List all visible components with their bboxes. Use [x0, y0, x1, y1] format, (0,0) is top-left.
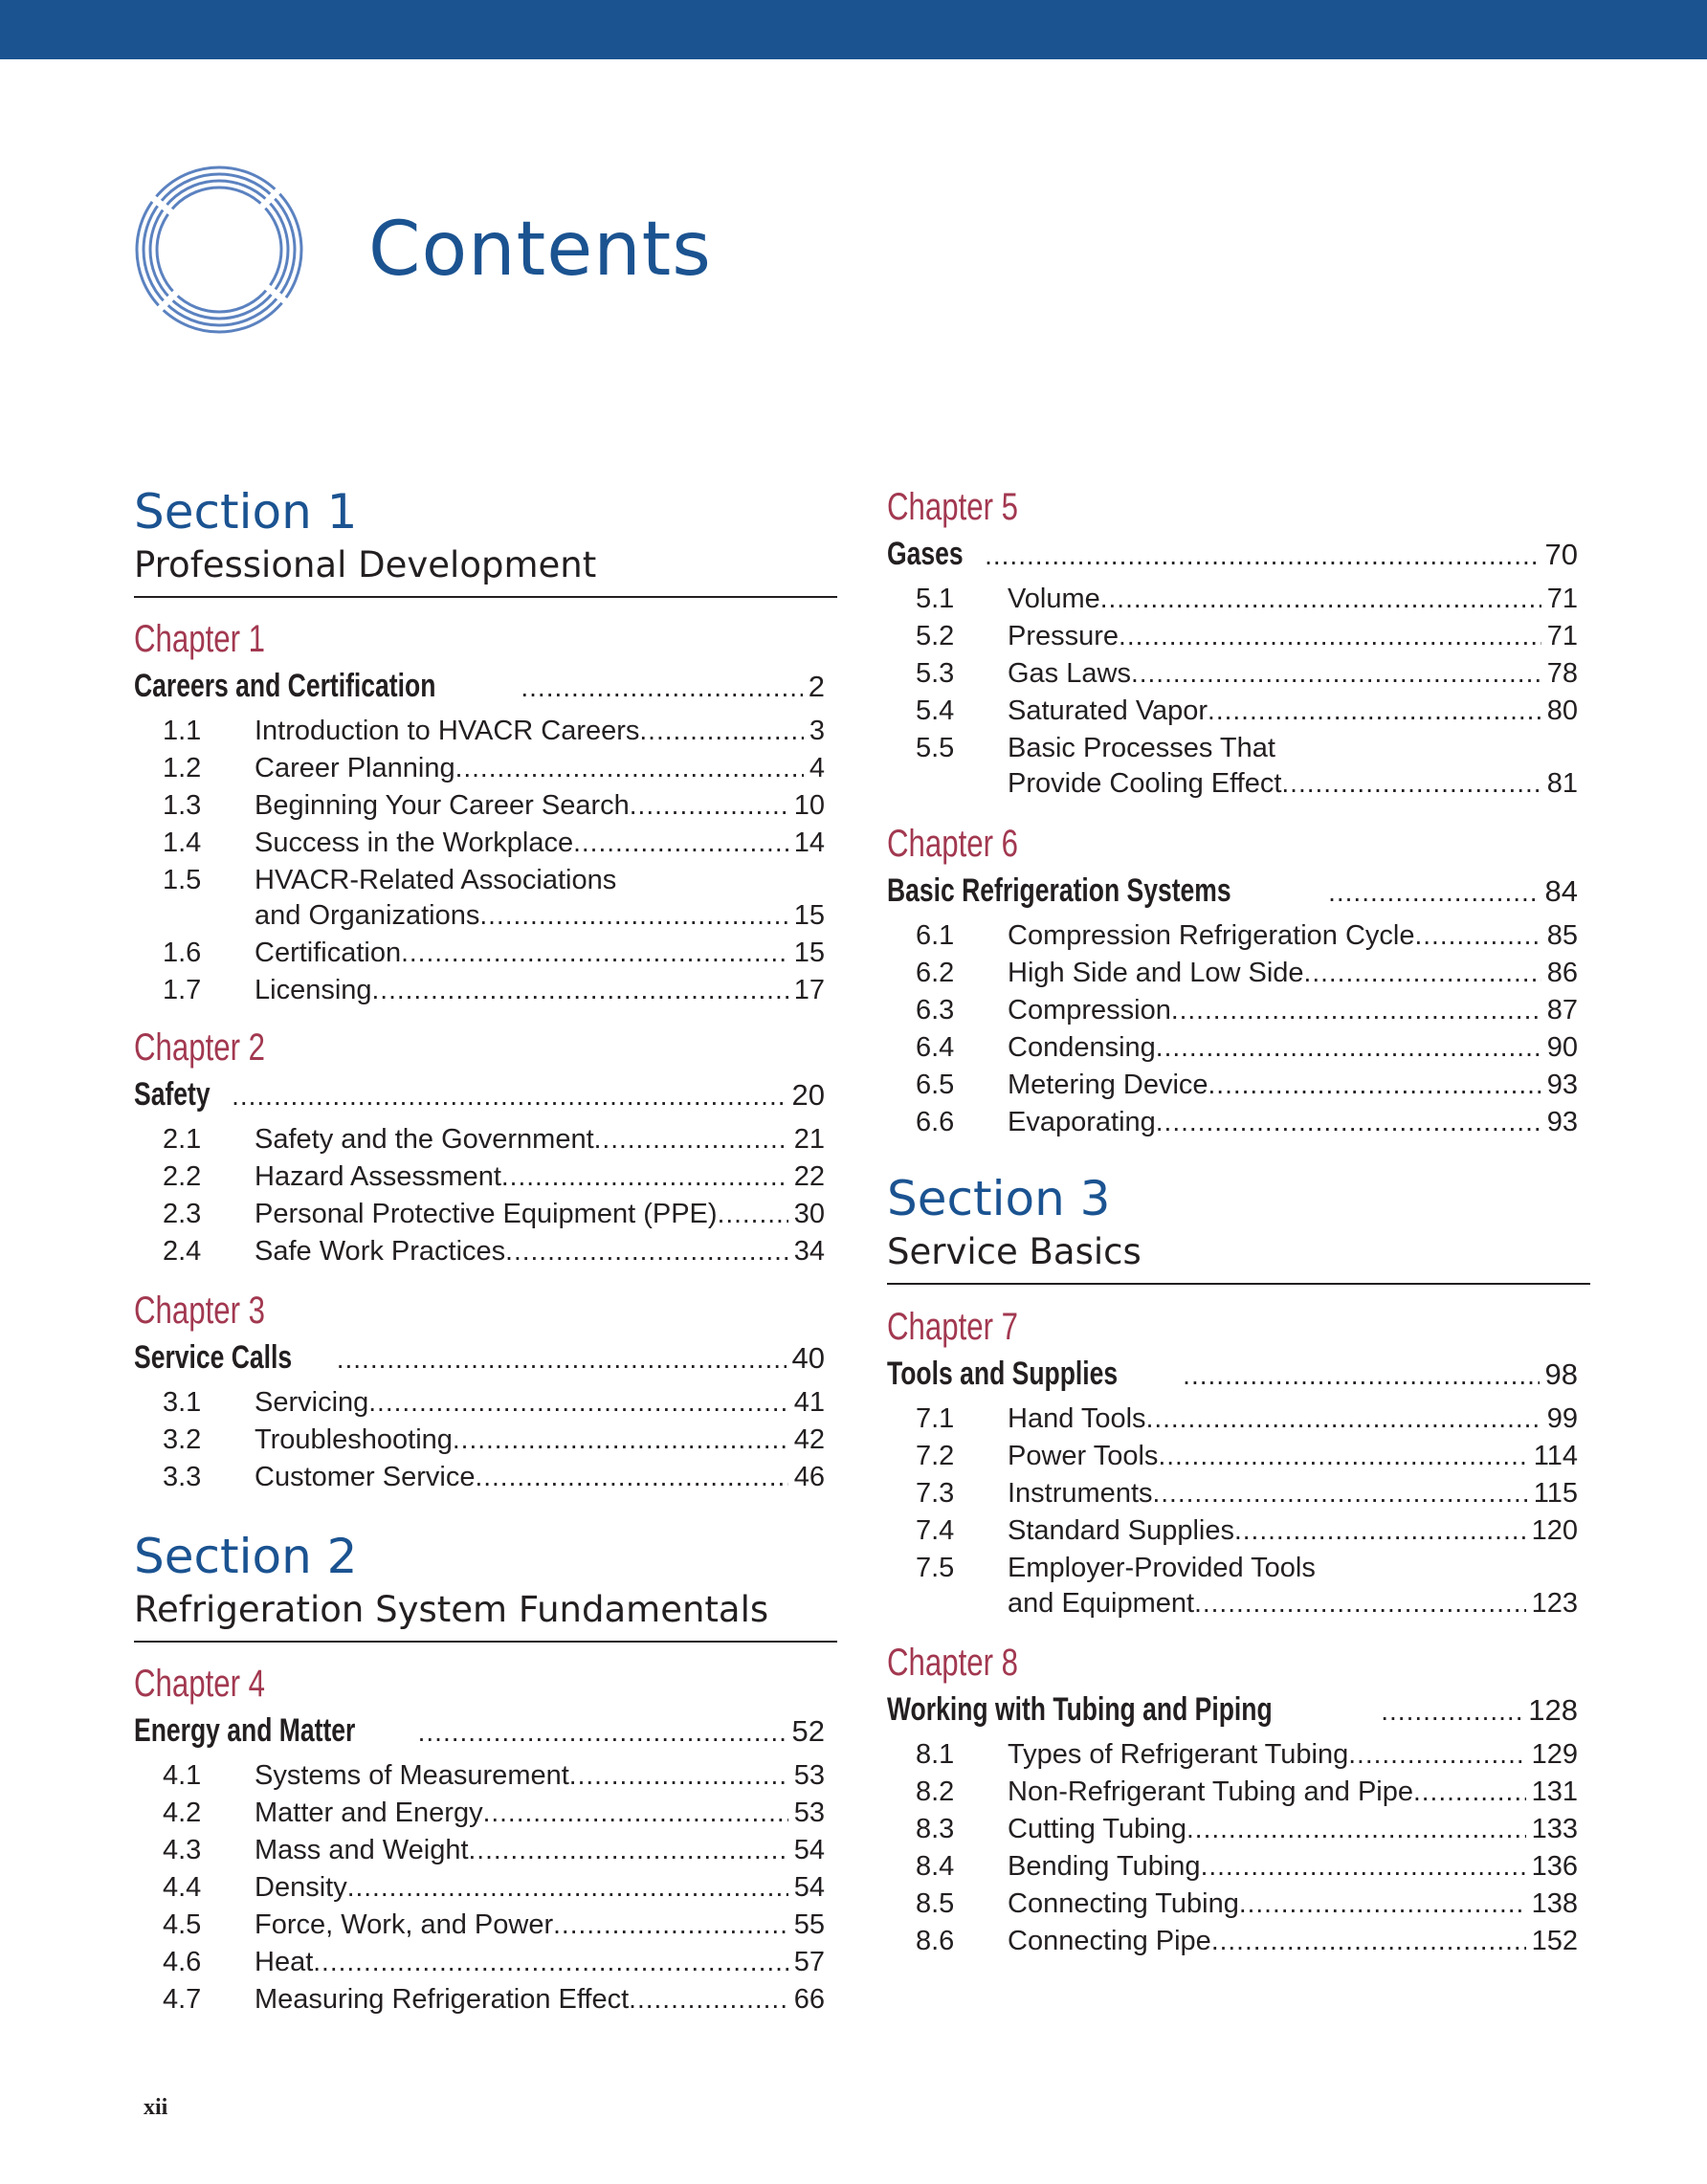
topic-title-continued: and Equipment: [1008, 1588, 1195, 1619]
dot-leader: [594, 1126, 788, 1153]
topic-entry[interactable]: [134, 716, 825, 753]
dot-leader: [501, 1163, 788, 1190]
chapter-label: Chapter 1: [134, 618, 266, 660]
chapter-title: Basic Refrigeration Systems: [887, 872, 1231, 909]
topic-entry[interactable]: [887, 1515, 1578, 1553]
topic-title: Mass and Weight: [255, 1835, 469, 1865]
dot-leader: [479, 902, 787, 929]
chapter-title: Careers and Certification: [134, 668, 436, 704]
section-divider: [887, 1283, 1590, 1285]
topic-number: 4.3: [163, 1835, 202, 1865]
topic-list: [134, 1124, 825, 1273]
topic-title: Beginning Your Career Search: [255, 790, 630, 821]
page-number: 131: [1531, 1776, 1578, 1807]
dot-leader: [505, 1238, 788, 1265]
topic-title: Metering Device: [1008, 1070, 1208, 1100]
topic-title: Systems of Measurement: [255, 1760, 569, 1791]
page-number: 115: [1533, 1478, 1578, 1509]
chapter-label: Chapter 4: [134, 1663, 266, 1705]
dot-leader: [1153, 1480, 1528, 1507]
dot-leader: [347, 1874, 788, 1901]
topic-title: Certification: [255, 938, 402, 968]
topic-number: 8.6: [916, 1926, 955, 1956]
topic-number: 3.2: [163, 1424, 202, 1455]
topic-title: Bending Tubing: [1008, 1851, 1201, 1882]
page-number: 15: [793, 938, 825, 968]
topic-title: Power Tools: [1008, 1441, 1159, 1471]
topic-entry[interactable]: [887, 733, 1578, 805]
dot-leader: [718, 1201, 788, 1227]
topic-line: [887, 733, 1578, 768]
chapter-title: Working with Tubing and Piping: [887, 1691, 1273, 1728]
dot-leader: [521, 674, 802, 701]
dot-leader: [1415, 922, 1541, 949]
topic-line: [134, 900, 825, 938]
page-number: 53: [793, 1798, 825, 1828]
topic-title: Hand Tools: [1008, 1403, 1146, 1434]
topic-number: 7.5: [916, 1553, 955, 1583]
topic-entry[interactable]: [134, 1236, 825, 1273]
topic-entry[interactable]: [887, 1888, 1578, 1926]
dot-leader: [401, 939, 788, 966]
topic-number: 1.1: [163, 716, 202, 746]
dot-leader: [1211, 1928, 1526, 1954]
section-2-heading: [134, 1529, 837, 1643]
page-number: 93: [1546, 1070, 1578, 1100]
topic-title: Compression: [1008, 995, 1171, 1026]
dot-leader: [1239, 1890, 1526, 1917]
dot-leader: [1146, 1405, 1541, 1432]
page-number: 90: [1546, 1032, 1578, 1063]
topic-entry[interactable]: [134, 1835, 825, 1872]
topic-entry[interactable]: [887, 1441, 1578, 1478]
topic-number: 7.1: [916, 1403, 955, 1434]
topic-entry[interactable]: [887, 1776, 1578, 1814]
topic-line: [887, 1553, 1578, 1588]
topic-entry[interactable]: [887, 920, 1578, 958]
topic-entry[interactable]: [134, 1199, 825, 1236]
dot-leader: [418, 1719, 787, 1746]
page-number: 85: [1546, 920, 1578, 951]
chapter-title: Energy and Matter: [134, 1712, 356, 1749]
dot-leader: [1156, 1109, 1541, 1136]
topic-entry[interactable]: [134, 1984, 825, 2021]
topic-number: 5.3: [916, 658, 955, 689]
page-folio: xii: [144, 2095, 168, 2120]
page-number: 54: [793, 1872, 825, 1903]
topic-title: Licensing: [255, 975, 372, 1005]
topic-title: Heat: [255, 1947, 314, 1977]
topic-entry[interactable]: [134, 865, 825, 938]
topic-entry[interactable]: [887, 995, 1578, 1032]
chapter-4: [134, 1665, 825, 2021]
topic-number: 5.5: [916, 733, 955, 763]
top-color-bar: [0, 0, 1707, 59]
topic-number: 1.2: [163, 753, 202, 783]
dot-leader: [1186, 1816, 1526, 1842]
chapter-3: [134, 1291, 825, 1499]
dot-leader: [630, 792, 788, 819]
topic-list: [887, 1739, 1578, 1963]
topic-entry[interactable]: [887, 958, 1578, 995]
dot-leader: [1234, 1517, 1526, 1544]
page-number: 42: [793, 1424, 825, 1455]
page-number: 129: [1531, 1739, 1578, 1770]
chapter-8: [887, 1644, 1578, 1963]
topic-list: [134, 716, 825, 1012]
topic-entry[interactable]: [134, 1909, 825, 1947]
section-title: Refrigeration System Fundamentals: [134, 1589, 769, 1630]
page-number: 93: [1546, 1107, 1578, 1137]
page-title: Contents: [368, 207, 712, 293]
dot-leader: [372, 977, 788, 1004]
dot-leader: [1281, 770, 1541, 797]
page-number: 2: [808, 670, 825, 703]
topic-number: 6.3: [916, 995, 955, 1026]
page-number: 55: [793, 1909, 825, 1940]
page-number: 120: [1531, 1515, 1578, 1546]
chapter-label: Chapter 3: [134, 1290, 266, 1332]
dot-leader: [455, 755, 804, 782]
topic-title: Standard Supplies: [1008, 1515, 1234, 1546]
dot-leader: [985, 542, 1539, 569]
dot-leader: [1183, 1362, 1539, 1389]
section-number: Section 3: [887, 1171, 1111, 1226]
page-number: 46: [793, 1462, 825, 1492]
section-divider: [134, 596, 837, 598]
topic-list: [134, 1760, 825, 2021]
chapter-label: Chapter 8: [887, 1642, 1019, 1684]
topic-entry[interactable]: [134, 938, 825, 975]
section-title: Professional Development: [134, 544, 597, 585]
topic-number: 8.5: [916, 1888, 955, 1919]
topic-entry[interactable]: [134, 1161, 825, 1199]
topic-title: Non-Refrigerant Tubing and Pipe: [1008, 1776, 1413, 1807]
topic-title: Force, Work, and Power: [255, 1909, 554, 1940]
topic-line: [134, 865, 825, 900]
page-number: 34: [793, 1236, 825, 1267]
topic-entry[interactable]: [134, 1947, 825, 1984]
topic-number: 1.5: [163, 865, 202, 895]
page-number: 84: [1544, 874, 1578, 908]
page-number: 30: [793, 1199, 825, 1229]
topic-entry[interactable]: [887, 1032, 1578, 1070]
dot-leader: [573, 829, 788, 856]
chapter-5: [887, 488, 1578, 805]
dot-leader: [1304, 960, 1541, 986]
page-number: 66: [793, 1984, 825, 2015]
page-number: 54: [793, 1835, 825, 1865]
topic-entry[interactable]: [134, 975, 825, 1012]
topic-number: 8.1: [916, 1739, 955, 1770]
section-1-heading: [134, 484, 837, 598]
topic-title: Types of Refrigerant Tubing: [1008, 1739, 1349, 1770]
topic-number: 1.7: [163, 975, 202, 1005]
topic-title: Hazard Assessment: [255, 1161, 501, 1192]
topic-list: [134, 1387, 825, 1499]
topic-number: 1.6: [163, 938, 202, 968]
dot-leader: [1208, 1071, 1541, 1098]
chapter-label: Chapter 6: [887, 823, 1019, 865]
section-number: Section 1: [134, 484, 358, 540]
page-number: 22: [793, 1161, 825, 1192]
topic-entry[interactable]: [134, 1872, 825, 1909]
topic-title: Instruments: [1008, 1478, 1153, 1509]
topic-title: HVACR-Related Associations: [255, 865, 617, 895]
section-3-heading: [887, 1171, 1590, 1285]
topic-number: 6.1: [916, 920, 955, 951]
dot-leader: [1413, 1778, 1526, 1805]
page-number: 70: [1544, 538, 1578, 571]
topic-title: Volume: [1008, 584, 1100, 614]
topic-entry[interactable]: [887, 1814, 1578, 1851]
topic-number: 4.2: [163, 1798, 202, 1828]
topic-entry[interactable]: [134, 827, 825, 865]
topic-title: Pressure: [1008, 621, 1120, 651]
topic-number: 2.1: [163, 1124, 202, 1155]
topic-number: 1.4: [163, 827, 202, 858]
topic-title: Cutting Tubing: [1008, 1814, 1187, 1844]
topic-title: Employer-Provided Tools: [1008, 1553, 1316, 1583]
chapter-title: Gases: [887, 536, 964, 572]
section-number: Section 2: [134, 1529, 358, 1584]
topic-number: 2.3: [163, 1199, 202, 1229]
page-number: 152: [1531, 1926, 1578, 1956]
dot-leader: [337, 1346, 787, 1373]
dot-leader: [1381, 1698, 1522, 1725]
topic-title-continued: Provide Cooling Effect: [1008, 768, 1282, 799]
dot-leader: [1208, 697, 1541, 724]
chapter-7: [887, 1308, 1578, 1625]
topic-entry[interactable]: [887, 1739, 1578, 1776]
topic-number: 6.5: [916, 1070, 955, 1100]
page-number: 53: [793, 1760, 825, 1791]
page-number: 114: [1533, 1441, 1578, 1471]
page-number: 15: [793, 900, 825, 931]
chapter-entry[interactable]: [134, 1339, 825, 1383]
topic-entry[interactable]: [887, 695, 1578, 733]
dot-leader: [639, 717, 803, 744]
topic-number: 8.4: [916, 1851, 955, 1882]
topic-entry[interactable]: [887, 1403, 1578, 1441]
topic-number: 7.4: [916, 1515, 955, 1546]
topic-title: Safe Work Practices: [255, 1236, 506, 1267]
page-number: 136: [1531, 1851, 1578, 1882]
page-number: 3: [809, 716, 825, 746]
topic-number: 5.1: [916, 584, 955, 614]
chapter-entry[interactable]: [887, 872, 1578, 916]
dot-leader: [1328, 879, 1539, 906]
concentric-rings-icon: [132, 163, 306, 337]
dot-leader: [1158, 1443, 1527, 1469]
topic-entry[interactable]: [887, 1070, 1578, 1107]
topic-number: 6.2: [916, 958, 955, 988]
topic-number: 4.1: [163, 1760, 202, 1791]
topic-entry[interactable]: [134, 1760, 825, 1798]
topic-entry[interactable]: [134, 1387, 825, 1424]
page-number: 4: [809, 753, 825, 783]
page-number: 98: [1544, 1357, 1578, 1391]
chapter-1: [134, 620, 825, 1012]
dot-leader: [368, 1389, 787, 1416]
topic-entry[interactable]: [134, 1798, 825, 1835]
chapter-entry[interactable]: [887, 536, 1578, 580]
dot-leader: [232, 1083, 786, 1110]
page-number: 52: [791, 1714, 825, 1748]
topic-title: Troubleshooting: [255, 1424, 453, 1455]
topic-entry[interactable]: [134, 790, 825, 827]
chapter-entry[interactable]: [134, 668, 825, 712]
dot-leader: [483, 1799, 788, 1826]
topic-title: Connecting Pipe: [1008, 1926, 1211, 1956]
topic-number: 5.4: [916, 695, 955, 726]
chapter-title: Safety: [134, 1076, 211, 1113]
topic-number: 2.4: [163, 1236, 202, 1267]
topic-title: Saturated Vapor: [1008, 695, 1208, 726]
topic-entry[interactable]: [134, 1424, 825, 1462]
dot-leader: [1348, 1741, 1525, 1768]
dot-leader: [1100, 585, 1541, 612]
dot-leader: [1156, 1034, 1541, 1061]
topic-number: 4.4: [163, 1872, 202, 1903]
topic-number: 7.2: [916, 1441, 955, 1471]
chapter-title: Service Calls: [134, 1339, 293, 1376]
topic-list: [887, 584, 1578, 805]
topic-title: High Side and Low Side: [1008, 958, 1304, 988]
topic-number: 4.5: [163, 1909, 202, 1940]
topic-entry[interactable]: [887, 1553, 1578, 1625]
topic-entry[interactable]: [887, 658, 1578, 695]
topic-entry[interactable]: [887, 1926, 1578, 1963]
topic-number: 8.2: [916, 1776, 955, 1807]
chapter-label: Chapter 7: [887, 1306, 1019, 1348]
topic-list: [887, 920, 1578, 1144]
topic-title: Connecting Tubing: [1008, 1888, 1239, 1919]
page-number: 87: [1546, 995, 1578, 1026]
section-title: Service Basics: [887, 1231, 1142, 1272]
topic-title: Career Planning: [255, 753, 455, 783]
dot-leader: [1131, 660, 1541, 687]
topic-number: 3.1: [163, 1387, 202, 1418]
page-number: 41: [793, 1387, 825, 1418]
topic-entry[interactable]: [887, 621, 1578, 658]
page-number: 10: [793, 790, 825, 821]
dot-leader: [313, 1949, 787, 1975]
topic-number: 3.3: [163, 1462, 202, 1492]
page-number: 40: [791, 1341, 825, 1375]
dot-leader: [1171, 997, 1541, 1024]
topic-number: 4.7: [163, 1984, 202, 2015]
topic-title: Compression Refrigeration Cycle: [1008, 920, 1415, 951]
page-number: 123: [1531, 1588, 1578, 1619]
chapter-entry[interactable]: [887, 1691, 1578, 1735]
dot-leader: [453, 1426, 788, 1453]
topic-number: 6.4: [916, 1032, 955, 1063]
chapter-entry[interactable]: [134, 1076, 825, 1120]
topic-entry[interactable]: [887, 1107, 1578, 1144]
section-divider: [134, 1641, 837, 1643]
chapter-entry[interactable]: [887, 1356, 1578, 1400]
topic-entry[interactable]: [887, 1478, 1578, 1515]
topic-entry[interactable]: [887, 584, 1578, 621]
topic-title: Gas Laws: [1008, 658, 1131, 689]
topic-number: 4.6: [163, 1947, 202, 1977]
dot-leader: [1201, 1853, 1526, 1880]
page-number: 128: [1528, 1693, 1578, 1727]
topic-title: Safety and the Government: [255, 1124, 594, 1155]
topic-number: 6.6: [916, 1107, 955, 1137]
page-number: 138: [1531, 1888, 1578, 1919]
topic-number: 2.2: [163, 1161, 202, 1192]
topic-title: Success in the Workplace: [255, 827, 574, 858]
page-number: 71: [1546, 584, 1578, 614]
chapter-label: Chapter 2: [134, 1026, 266, 1069]
topic-title: Customer Service: [255, 1462, 476, 1492]
topic-number: 5.2: [916, 621, 955, 651]
page-number: 14: [793, 827, 825, 858]
page-number: 86: [1546, 958, 1578, 988]
page-number: 71: [1546, 621, 1578, 651]
topic-list: [887, 1403, 1578, 1625]
topic-title: Evaporating: [1008, 1107, 1156, 1137]
page-number: 99: [1546, 1403, 1578, 1434]
topic-entry[interactable]: [134, 1462, 825, 1499]
chapter-6: [887, 825, 1578, 1144]
chapter-title: Tools and Supplies: [887, 1356, 1119, 1392]
topic-title: Basic Processes That: [1008, 733, 1275, 763]
chapter-label: Chapter 5: [887, 486, 1019, 528]
topic-entry[interactable]: [134, 753, 825, 790]
page-number: 80: [1546, 695, 1578, 726]
topic-title: Servicing: [255, 1387, 369, 1418]
page-number: 78: [1546, 658, 1578, 689]
dot-leader: [1119, 623, 1541, 650]
dot-leader: [475, 1464, 787, 1490]
topic-number: 1.3: [163, 790, 202, 821]
topic-entry[interactable]: [134, 1124, 825, 1161]
page-number: 57: [793, 1947, 825, 1977]
dot-leader: [629, 1986, 788, 2013]
topic-title: Measuring Refrigeration Effect: [255, 1984, 630, 2015]
topic-title: Condensing: [1008, 1032, 1156, 1063]
page-number: 21: [793, 1124, 825, 1155]
dot-leader: [1194, 1590, 1526, 1617]
dot-leader: [469, 1837, 788, 1864]
topic-title: Matter and Energy: [255, 1798, 483, 1828]
topic-title: Density: [255, 1872, 347, 1903]
topic-title: Introduction to HVACR Careers: [255, 716, 640, 746]
topic-number: 7.3: [916, 1478, 955, 1509]
topic-line: [887, 1588, 1578, 1625]
page-number: 81: [1546, 768, 1578, 799]
topic-entry[interactable]: [887, 1851, 1578, 1888]
dot-leader: [553, 1911, 788, 1938]
topic-title: Personal Protective Equipment (PPE): [255, 1199, 718, 1229]
dot-leader: [569, 1762, 788, 1789]
page-number: 20: [791, 1078, 825, 1112]
page-number: 17: [793, 975, 825, 1005]
topic-title-continued: and Organizations: [255, 900, 480, 931]
topic-line: [887, 768, 1578, 805]
topic-number: 8.3: [916, 1814, 955, 1844]
chapter-2: [134, 1028, 825, 1273]
chapter-entry[interactable]: [134, 1712, 825, 1756]
page-number: 133: [1531, 1814, 1578, 1844]
